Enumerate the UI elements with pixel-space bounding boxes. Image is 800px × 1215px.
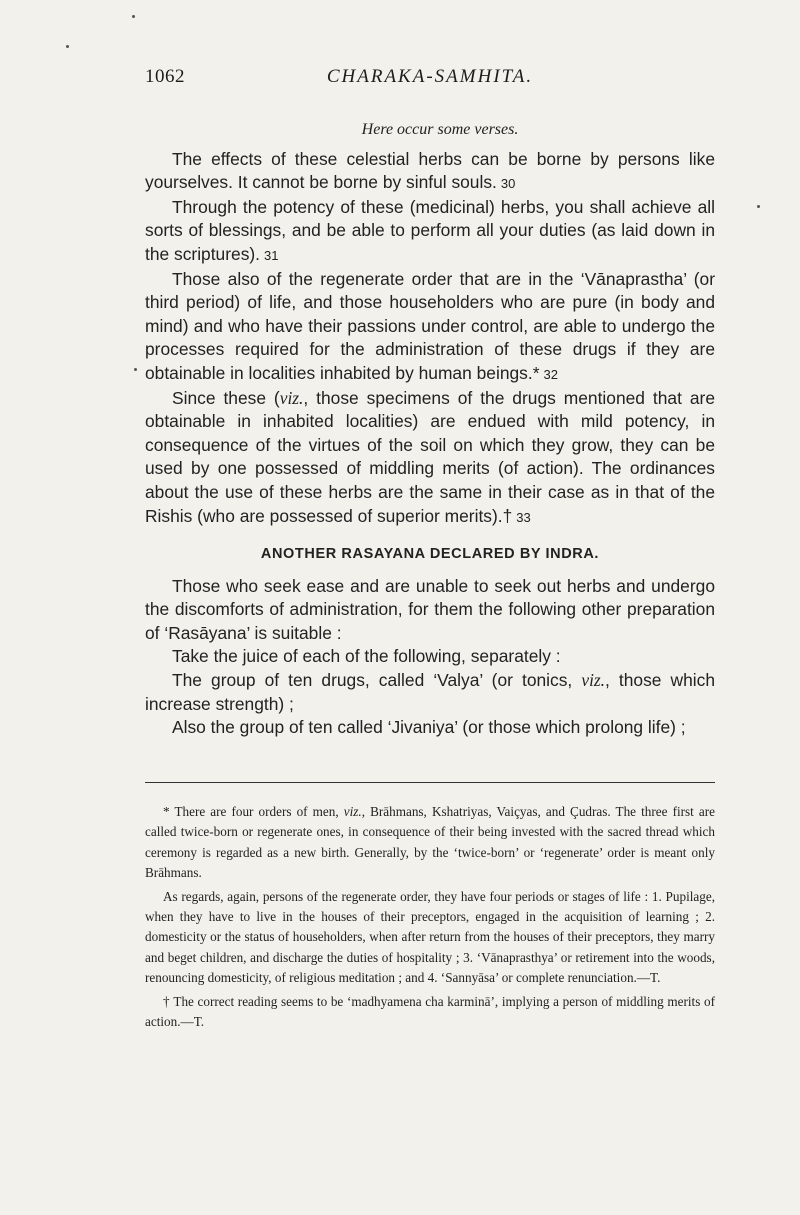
paragraph: Also the group of ten called ‘Jivaniya’ (or those which prolong life) ; xyxy=(172,717,686,738)
footnote-divider xyxy=(145,782,715,783)
verse-text: The effects of these celestial herbs can be borne by persons like yourselves. It cannot be borne by sinful souls. xyxy=(145,148,715,193)
footnotes xyxy=(145,802,715,1035)
paragraph-emphasis: viz. xyxy=(581,670,606,691)
paragraph-tail: , those which increase strength) ; xyxy=(145,670,716,714)
running-head xyxy=(145,66,715,96)
footnote xyxy=(145,802,715,884)
verse-30 xyxy=(145,148,715,196)
verse-33 xyxy=(145,387,715,530)
book-title: CHARAKA-SAMHITA. xyxy=(326,66,534,87)
verse-lead: Since these ( xyxy=(172,387,280,408)
section-heading: ANOTHER RASAYANA DECLARED BY INDRA. xyxy=(260,546,600,563)
page-number: 1062 xyxy=(145,66,185,87)
paragraph: Take the juice of each of the following, separately : xyxy=(172,646,561,667)
section-label: Here occur some verses. xyxy=(361,121,519,138)
footnote-lead: * There are four orders of men, xyxy=(163,804,339,819)
footnote-text: , Brāhmans, Kshatriyas, Vaiçyas, and Çudras. The three first are called twice-born or regenerate ones, in consequence of their being invested with the sacred thread which ceremony is regarded as a new birth. Generally, by the ‘twice-born’ or ‘regenerate’ order is meant only Brāhmans. xyxy=(145,804,715,881)
scan-speck xyxy=(66,45,69,48)
verse-text: , those specimens of the drugs mentioned that are obtainable in inhabited localities) are endued with mild potency, in consequence of the virtues of the soil on which they grow, they can be used by one possessed of middling merits (of action). The ordinances about the use of these herbs are the same in their case as in that of the Rishis (who are possessed of superior merits).† xyxy=(145,387,716,526)
verse-32 xyxy=(145,268,715,387)
scan-speck xyxy=(757,205,760,208)
scan-speck xyxy=(134,368,137,371)
verse-text: Through the potency of these (medicinal) herbs, you shall achieve all sorts of blessings, and be able to perform all your duties (as laid down in the scriptures). xyxy=(145,196,715,264)
verse-number: 33 xyxy=(516,509,531,525)
verse-number: 31 xyxy=(264,247,279,263)
footnote: † The correct reading seems to be ‘madhyamena cha karminā’, implying a person of middling merits of action.—T. xyxy=(145,993,715,1030)
paragraph: Those who seek ease and are unable to seek out herbs and undergo the discomforts of administration, for them the following other preparation of ‘Rasāyana’ is suitable : xyxy=(145,575,715,643)
paragraph xyxy=(145,669,715,716)
paragraph-lead: The group of ten drugs, called ‘Valya’ (or tonics, xyxy=(172,670,573,691)
footnote-emphasis: viz. xyxy=(343,804,362,819)
verse-number: 30 xyxy=(500,176,516,192)
main-text xyxy=(145,118,715,740)
footnote: As regards, again, persons of the regenerate order, they have four periods or stages of life : 1. Pupilage, when they have to live in the houses of their preceptors, engaged in the acquisition of learning ; 2. domesticity or the status of householders, when after return from the houses of their preceptors, they marry and beget children, and discharge the duties of hospitality ; 3. ‘Vānaprasthya’ or retirement into the woods, renouncing domesticity, of religious meditation ; and 4. ‘Sannyāsa’ or complete renunciation.—T. xyxy=(145,888,715,986)
verse-number: 32 xyxy=(543,366,558,382)
verse-text: Those also of the regenerate order that are in the ‘Vānaprastha’ (or third period) of life, and those householders who are pure (in body and mind) and who have their passions under control, are able to undergo the processes required for the administration of these drugs if they are obtainable in localities inhabited by human beings.* xyxy=(145,268,715,383)
verse-31 xyxy=(145,196,715,268)
verse-emphasis: viz. xyxy=(279,387,304,408)
scan-speck xyxy=(132,15,135,18)
